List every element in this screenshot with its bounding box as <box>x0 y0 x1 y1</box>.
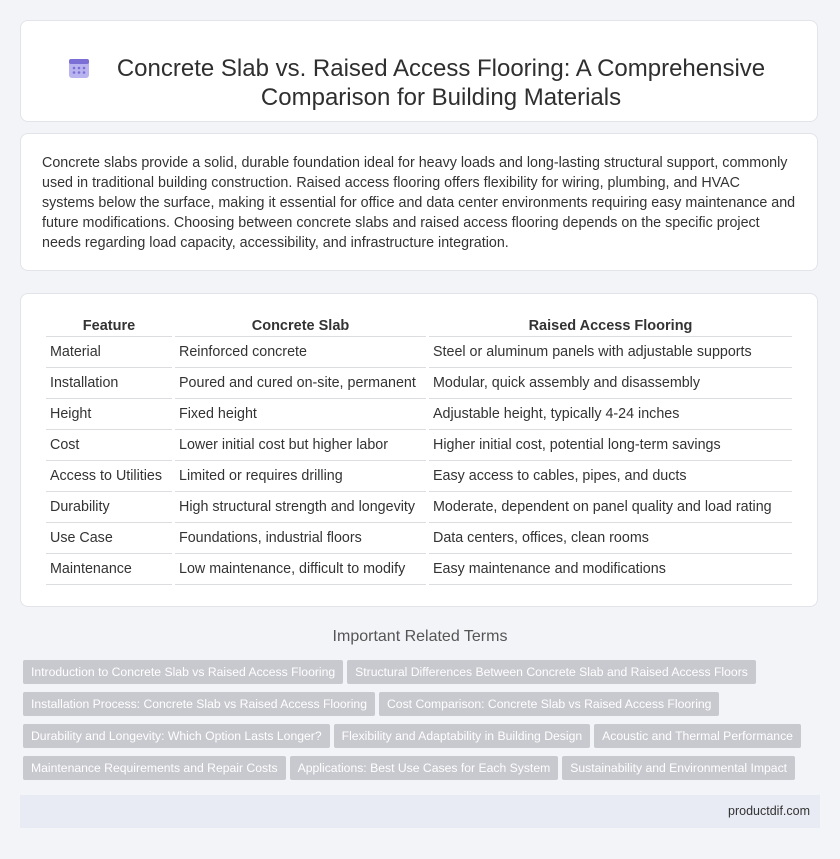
intro-paragraph: Concrete slabs provide a solid, durable foundation ideal for heavy loads and long-lasting structural support, commonly used in traditional building construction. Raised access flooring offers flexibility for wiring, plumbing, and HVAC systems below the surface, making it essential for office and data center environments requiring easy maintenance and future modifications. Choosing between concrete slabs and raised access flooring depends on the specific project needs regarding load capacity, accessibility, and infrastructure integration. <box>42 155 796 251</box>
table-cell: Steel or aluminum panels with adjustable supports <box>429 337 792 368</box>
table-cell: Maintenance <box>46 554 172 585</box>
table-cell: Limited or requires drilling <box>175 461 426 492</box>
title-card <box>20 20 818 122</box>
calendar-icon <box>67 56 91 80</box>
table-header-row <box>46 313 792 337</box>
table-cell: Use Case <box>46 523 172 554</box>
table-cell: Adjustable height, typically 4-24 inches <box>429 399 792 430</box>
page-title: Concrete Slab vs. Raised Access Flooring: A Comprehensive Comparison for Building Materials <box>116 55 766 111</box>
table-row <box>46 523 792 554</box>
table-row <box>46 337 792 368</box>
header-concrete-slab: Concrete Slab <box>175 313 426 337</box>
related-term-link[interactable]: Cost Comparison: Concrete Slab vs Raised Access Flooring <box>379 692 719 716</box>
related-term-link[interactable]: Flexibility and Adaptability in Building Design <box>334 724 591 748</box>
table-cell: Foundations, industrial floors <box>175 523 426 554</box>
footer-site-link[interactable]: productdif.com <box>728 804 810 818</box>
table-cell: Access to Utilities <box>46 461 172 492</box>
table-cell: Easy maintenance and modifications <box>429 554 792 585</box>
table-cell: Modular, quick assembly and disassembly <box>429 368 792 399</box>
table-row <box>46 461 792 492</box>
table-cell: Lower initial cost but higher labor <box>175 430 426 461</box>
table-cell: Installation <box>46 368 172 399</box>
related-terms-list <box>23 660 823 788</box>
table-cell: Easy access to cables, pipes, and ducts <box>429 461 792 492</box>
table-cell: High structural strength and longevity <box>175 492 426 523</box>
table-row <box>46 554 792 585</box>
related-term-link[interactable]: Sustainability and Environmental Impact <box>562 756 795 780</box>
table-cell: Moderate, dependent on panel quality and load rating <box>429 492 792 523</box>
table-cell: Reinforced concrete <box>175 337 426 368</box>
related-term-link[interactable]: Maintenance Requirements and Repair Costs <box>23 756 286 780</box>
header-feature: Feature <box>46 313 172 337</box>
related-terms-heading: Important Related Terms <box>332 628 508 645</box>
table-cell: Higher initial cost, potential long-term savings <box>429 430 792 461</box>
table-cell: Low maintenance, difficult to modify <box>175 554 426 585</box>
related-term-link[interactable]: Acoustic and Thermal Performance <box>594 724 801 748</box>
intro-card <box>20 133 818 271</box>
table-cell: Height <box>46 399 172 430</box>
comparison-card <box>20 293 818 607</box>
related-term-link[interactable]: Durability and Longevity: Which Option Lasts Longer? <box>23 724 330 748</box>
comparison-table <box>43 313 795 585</box>
related-term-link[interactable]: Introduction to Concrete Slab vs Raised Access Flooring <box>23 660 343 684</box>
related-term-link[interactable]: Structural Differences Between Concrete Slab and Raised Access Floors <box>347 660 756 684</box>
table-row <box>46 492 792 523</box>
table-cell: Material <box>46 337 172 368</box>
table-cell: Durability <box>46 492 172 523</box>
table-row <box>46 399 792 430</box>
table-cell: Cost <box>46 430 172 461</box>
related-term-link[interactable]: Applications: Best Use Cases for Each System <box>290 756 559 780</box>
table-cell: Data centers, offices, clean rooms <box>429 523 792 554</box>
footer <box>20 795 820 828</box>
table-row <box>46 430 792 461</box>
header-raised-access-flooring: Raised Access Flooring <box>429 313 792 337</box>
related-term-link[interactable]: Installation Process: Concrete Slab vs Raised Access Flooring <box>23 692 375 716</box>
table-row <box>46 368 792 399</box>
table-cell: Fixed height <box>175 399 426 430</box>
table-cell: Poured and cured on-site, permanent <box>175 368 426 399</box>
